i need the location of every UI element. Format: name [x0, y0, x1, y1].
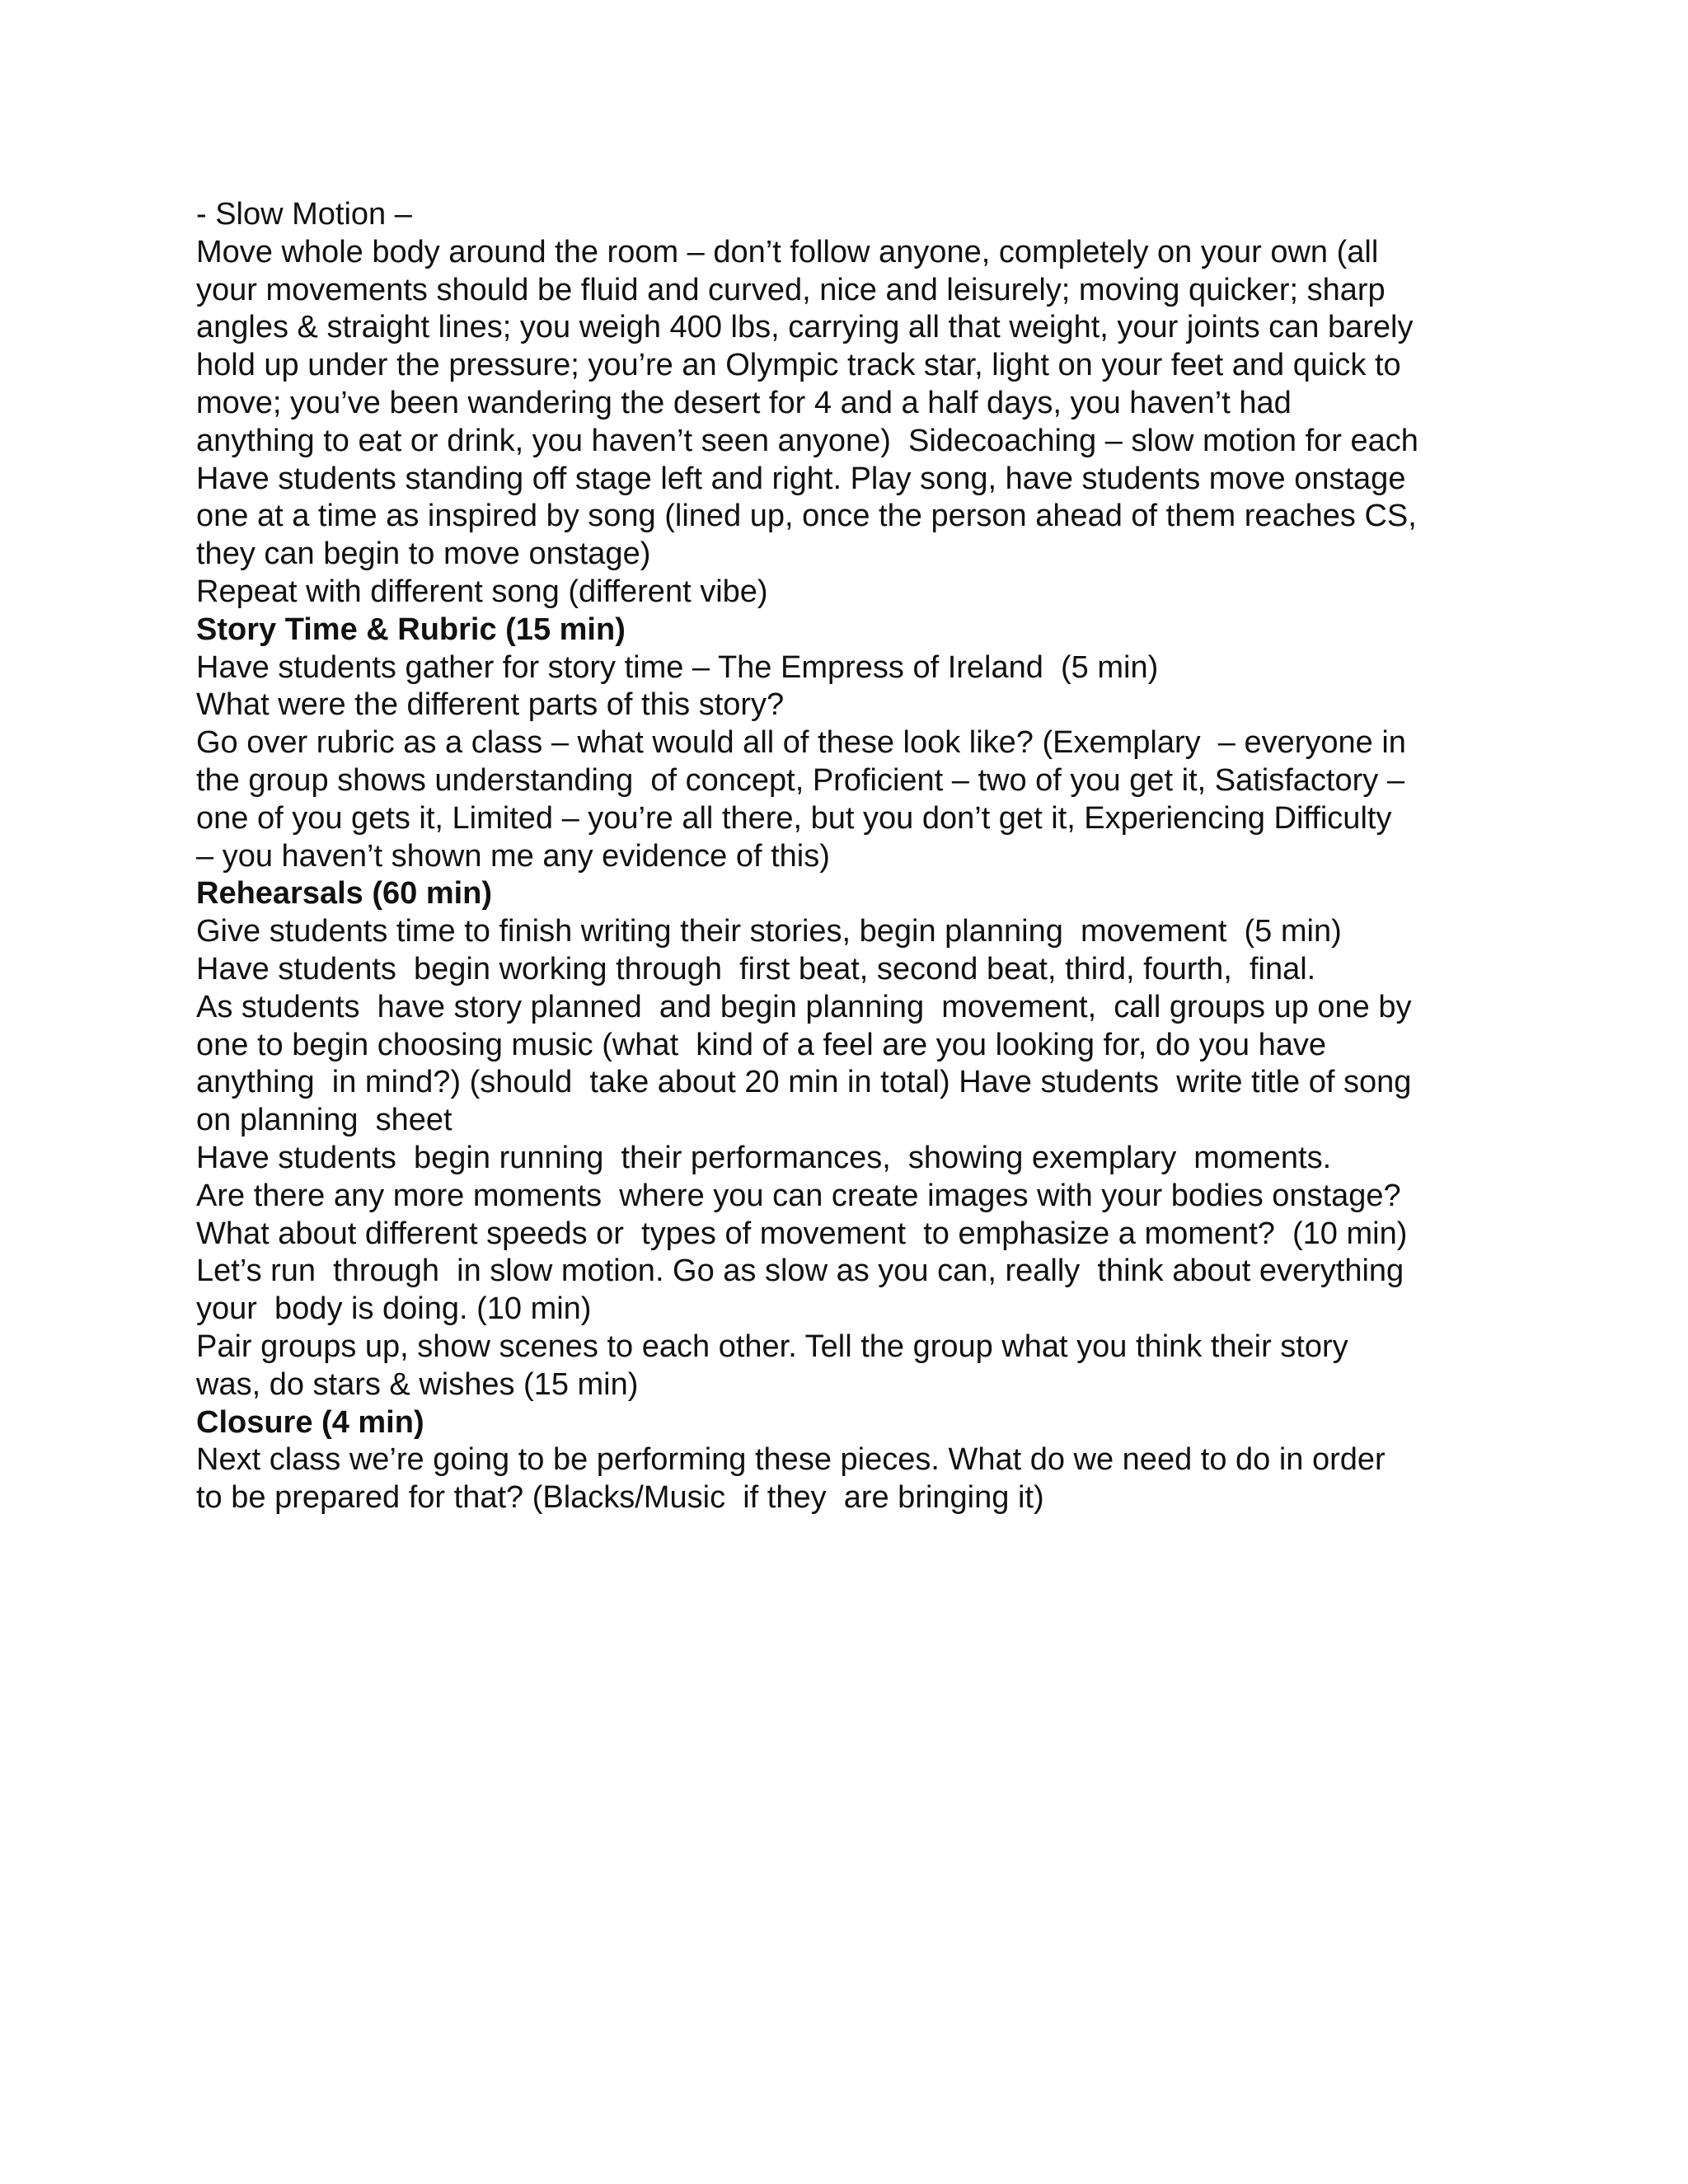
text-line: anything in mind?) (should take about 20 min in total) Have students write title of song	[196, 1065, 1412, 1100]
text-line: your body is doing. (10 min)	[196, 1291, 592, 1327]
text-line: Have students standing off stage left and right. Play song, have students move onstage	[196, 461, 1406, 496]
text-line: What were the different parts of this story?	[196, 687, 785, 723]
text-line: Give students time to finish writing their stories, begin planning movement (5 min)	[196, 914, 1342, 949]
section-heading-rehearsals: Rehearsals (60 min)	[196, 876, 493, 912]
text-line: to be prepared for that? (Blacks/Music if they are bringing it)	[196, 1480, 1044, 1516]
text-line: Pair groups up, show scenes to each other. Tell the group what you think their story	[196, 1329, 1348, 1364]
text-line: one at a time as inspired by song (lined up, once the person ahead of them reaches CS,	[196, 499, 1417, 534]
text-line: angles & straight lines; you weigh 400 lbs, carrying all that weight, your joints can barely	[196, 310, 1414, 345]
section-heading-story-time: Story Time & Rubric (15 min)	[196, 612, 626, 647]
text-line: As students have story planned and begin planning movement, call groups up one by	[196, 989, 1412, 1024]
text-line: Are there any more moments where you can create images with your bodies onstage?	[196, 1178, 1401, 1213]
text-line: hold up under the pressure; you’re an Olympic track star, light on your feet and quick to	[196, 348, 1401, 383]
text-line: - Slow Motion –	[196, 197, 412, 232]
text-line: one to begin choosing music (what kind of a feel are you looking for, do you have	[196, 1027, 1326, 1062]
text-line: Have students gather for story time – The Empress of Ireland (5 min)	[196, 649, 1159, 685]
text-line: Repeat with different song (different vibe)	[196, 574, 768, 609]
text-line: they can begin to move onstage)	[196, 537, 651, 572]
text-line: anything to eat or drink, you haven’t seen anyone) Sidecoaching – slow motion for each	[196, 423, 1418, 458]
text-line: Move whole body around the room – don’t follow anyone, completely on your own (all	[196, 234, 1379, 269]
text-line: Have students begin running their performances, showing exemplary moments.	[196, 1140, 1332, 1175]
text-line: one of you gets it, Limited – you’re all there, but you don’t get it, Experiencing Difficulty	[196, 800, 1392, 836]
text-line: was, do stars & wishes (15 min)	[196, 1366, 639, 1402]
text-line: Have students begin working through first beat, second beat, third, fourth, final.	[196, 951, 1316, 987]
text-line: on planning sheet	[196, 1103, 452, 1138]
text-line: Go over rubric as a class – what would all of these look like? (Exemplary – everyone in	[196, 725, 1406, 761]
text-line: – you haven’t shown me any evidence of this)	[196, 838, 830, 874]
text-line: the group shows understanding of concept, Proficient – two of you get it, Satisfactory –	[196, 762, 1404, 798]
text-line: Next class we’re going to be performing these pieces. What do we need to do in order	[196, 1442, 1386, 1478]
text-line: What about different speeds or types of movement to emphasize a moment? (10 min)	[196, 1216, 1408, 1251]
document-page	[196, 196, 1482, 1517]
text-line: Let’s run through in slow motion. Go as slow as you can, really think about everything	[196, 1254, 1404, 1289]
text-line: move; you’ve been wandering the desert for 4 and a half days, you haven’t had	[196, 385, 1292, 420]
section-heading-closure: Closure (4 min)	[196, 1404, 424, 1440]
text-line: your movements should be fluid and curved, nice and leisurely; moving quicker; sharp	[196, 272, 1386, 307]
